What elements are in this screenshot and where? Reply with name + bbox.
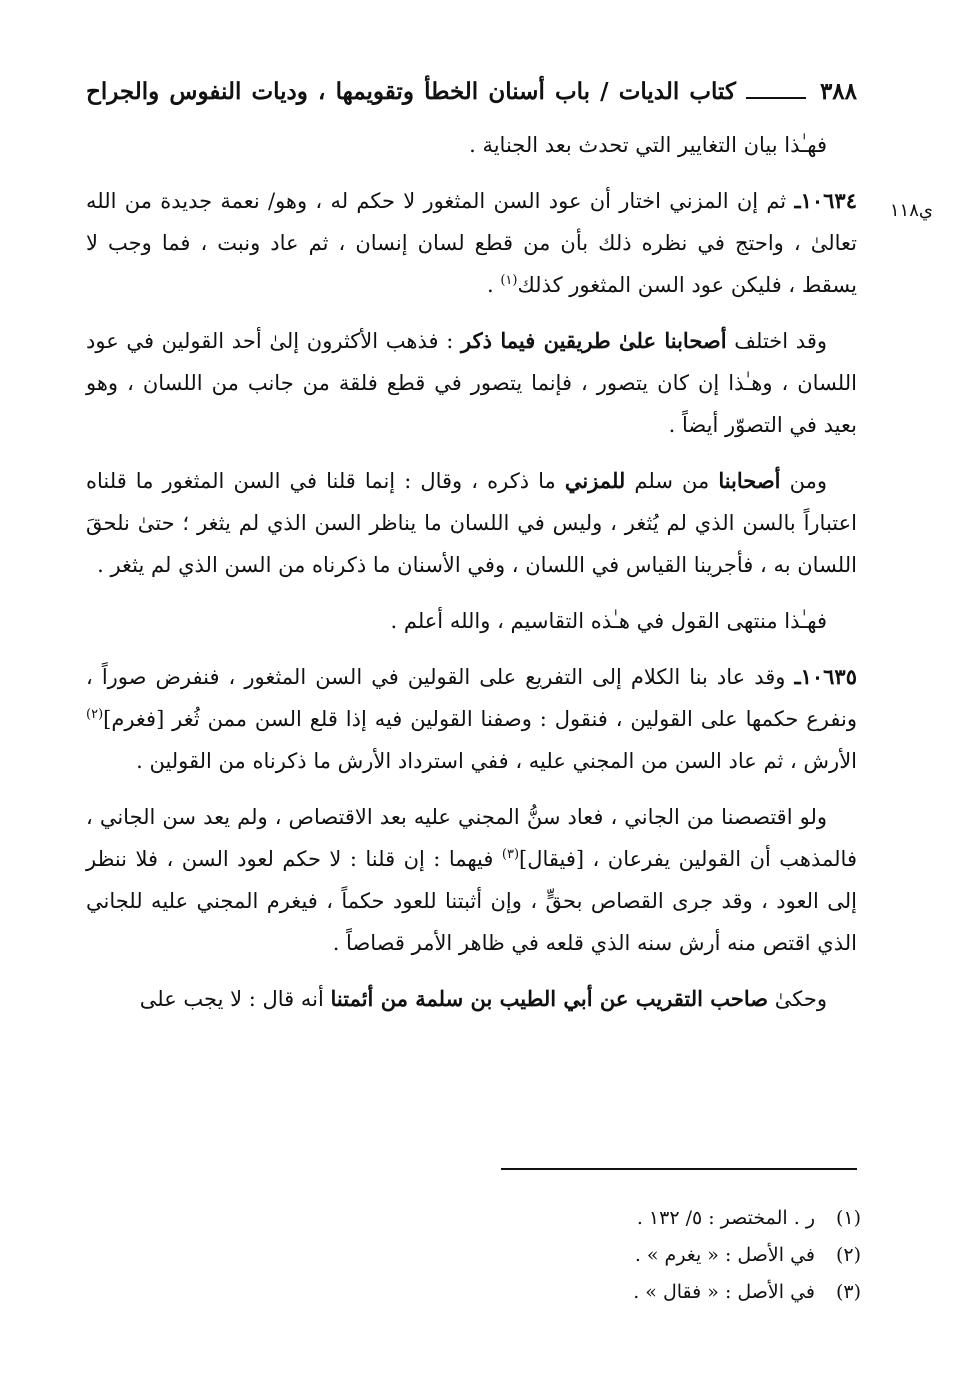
section-number: ١٠٦٣٥ـ <box>794 664 857 689</box>
footnote-3 <box>361 1274 861 1311</box>
footnote-ref-1[interactable]: (١) <box>500 273 518 288</box>
paragraph-5: فهـٰذا منتهى القول في هـٰذه التقاسيم ، والله أعلم . <box>390 609 827 633</box>
paragraph-text: ولو اقتصصنا من الجاني ، فعاد سنُّ المجني عليه بعد الاقتصاص ، ولم يعد سن الجاني ، فالمذهب أن القولين يفرعان ، [فيقال] <box>86 805 857 871</box>
page-number: ٣٨٨ <box>819 78 857 105</box>
footnotes <box>361 1200 861 1311</box>
bold-phrase: أصحابنا علىٰ طريقين فيما ذكر <box>461 328 727 353</box>
bold-phrase: للمزني <box>564 468 626 493</box>
paragraph-8 <box>86 978 857 1020</box>
paragraph-text: ما ذكره ، وقال : إنما قلنا في السن المثغور ما قلناه اعتباراً بالسن الذي لم يُثغر ، وليس في اللسان ما يناظر السن الذي لم يثغر ؛ حتىٰ نلحقَ اللسان به ، فأجرينا القياس في اللسان ، وفي الأسنان ما ذكرناه من السن الذي لم يثغر . <box>86 469 857 577</box>
paragraph-text: الأرش ، ثم عاد السن من المجني عليه ، ففي استرداد الأرش ما ذكرناه من القولين . <box>136 749 857 773</box>
paragraph-10635 <box>86 656 857 782</box>
footnote-number: (٣) <box>835 1281 861 1303</box>
paragraph-text: : فذهب الأكثرون إلىٰ أحد القولين في عود اللسان ، وهـٰذا إن كان يتصور ، فإنما يتصور في قطع فلقة من جانب من اللسان ، وهو بعيد في التصوّر أيضاً . <box>86 329 857 437</box>
paragraph-text: ومن <box>780 469 827 493</box>
main-text <box>86 124 857 1034</box>
footnote-number: (١) <box>835 1207 861 1229</box>
running-header <box>86 72 857 112</box>
footnote-1 <box>361 1200 861 1237</box>
paragraph-4 <box>86 460 857 586</box>
section-number: ١٠٦٣٤ـ <box>794 188 857 213</box>
footnote-ref-2[interactable]: (٢) <box>86 707 104 722</box>
paragraph-1: فهـٰذا بيان التغايير التي تحدث بعد الجناية . <box>469 133 827 157</box>
paragraph-text: وقد اختلف <box>726 329 828 353</box>
paragraph-10634 <box>86 180 857 306</box>
footnote-text: ر . المختصر : ٥/ ١٣٢ . <box>636 1207 815 1229</box>
paragraph-7 <box>86 796 857 964</box>
paragraph-text: من سلم <box>625 469 719 493</box>
footnote-text: في الأصل : « فقال » . <box>633 1281 815 1303</box>
footnote-text: في الأصل : « يغرم » . <box>634 1244 815 1266</box>
paragraph-text: وقد عاد بنا الكلام إلى التفريع على القولين في السن المثغور ، فنفرض صوراً ، ونفرع حكمها على القولين ، فنقول : وصفنا القولين فيه إذا قلع السن ممن ثُغر [فغرم] <box>86 665 857 731</box>
bold-phrase: صاحب التقريب عن أبي الطيب بن سلمة من أئمتنا <box>330 986 769 1011</box>
bold-phrase: أصحابنا <box>718 468 781 493</box>
header-title: كتاب الديات / باب أسنان الخطأ وتقويمها ، وديات النفوس والجراح <box>86 78 736 105</box>
manuscript-folio-note: ي١١٨ <box>889 200 933 221</box>
footnote-number: (٢) <box>835 1244 861 1266</box>
paragraph-text: فيهما : إن قلنا : لا حكم لعود السن ، فلا ننظر إلى العود ، وقد جرى القصاص بحقٍّ ، وإن أثبتنا للعود حكماً ، فيغرم المجني عليه للجاني الذي اقتص منه أرش سنه الذي قلعه في ظاهر الأمر قصاصاً . <box>86 847 857 955</box>
paragraph-text: وحكىٰ <box>768 987 827 1011</box>
footnote-separator <box>501 1168 857 1170</box>
footnote-ref-3[interactable]: (٣) <box>501 847 520 862</box>
paragraph-text: أنه قال : لا يجب على <box>139 987 331 1011</box>
footnote-2 <box>361 1237 861 1274</box>
header-dash <box>746 97 806 99</box>
paragraph-text: ثم إن المزني اختار أن عود السن المثغور لا حكم له ، وهو/ نعمة جديدة من الله تعالىٰ ، واحتج في نظره ذلك بأن من قطع لسان إنسان ، ثم عاد ونبت ، فما وجب لا يسقط ، فليكن عود السن المثغور كذلك <box>86 189 857 297</box>
paragraph-3 <box>86 320 857 446</box>
paragraph-text-end: . <box>486 273 501 297</box>
